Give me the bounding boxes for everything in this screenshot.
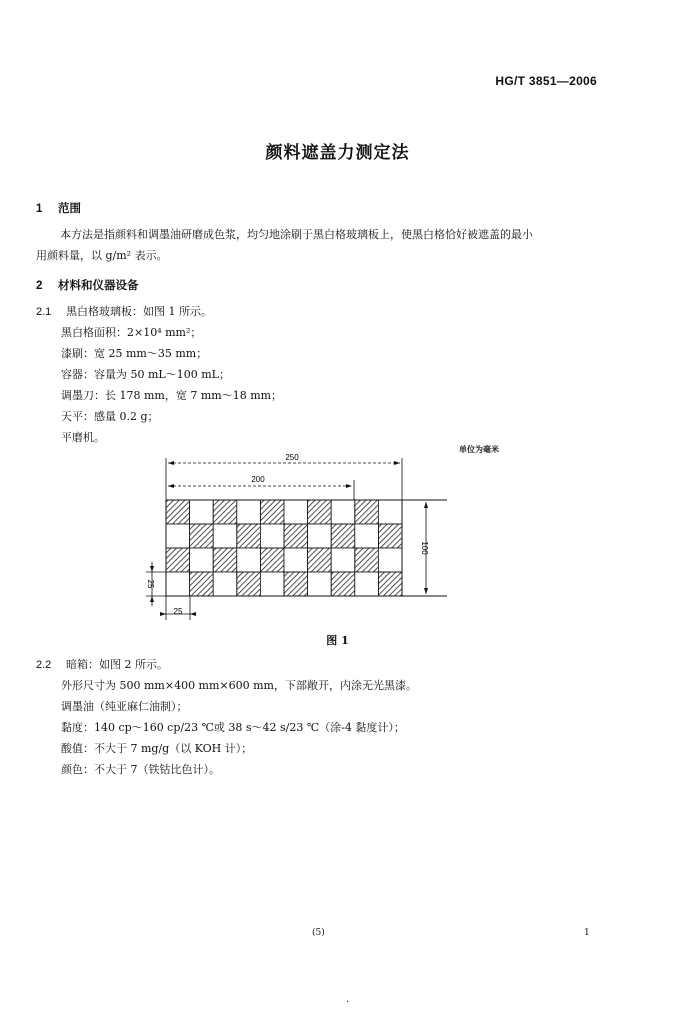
dimension-arrow (190, 612, 196, 616)
black-cell (190, 524, 214, 548)
white-cell (355, 524, 379, 548)
clause-2-2-item: 外形尺寸为 500 mm×400 mm×600 mm，下部敞开，内涂无光黑漆。 (61, 679, 417, 692)
clause-2-2-number: 2.2 (36, 659, 52, 671)
clause-2-2 (36, 656, 168, 672)
dim-label-100: 100 (420, 541, 429, 555)
black-cell (213, 500, 237, 524)
footer-page-number: 1 (584, 928, 590, 938)
black-cell (308, 500, 332, 524)
clause-2-1-item: 容器：容量为 50 mL～100 mL； (61, 368, 230, 381)
footer-dot: . (346, 994, 350, 1005)
document-title: 颜料遮盖力测定法 (265, 143, 410, 163)
section-2-title: 材料和仪器设备 (58, 278, 139, 292)
black-cell (355, 500, 379, 524)
clause-2-2-item: 黏度：140 cp～160 cp/23 ℃或 38 s～42 s/23 ℃（涂-4 黏度计）； (61, 721, 405, 734)
dim-label-200: 200 (251, 475, 265, 484)
white-cell (260, 572, 284, 596)
white-cell (378, 548, 402, 572)
white-cell (308, 524, 332, 548)
white-cell (378, 500, 402, 524)
dimension-arrow (394, 461, 400, 465)
white-cell (237, 500, 261, 524)
clause-2-2-text: 暗箱：如图 2 所示。 (66, 658, 168, 671)
checkerboard-grid (166, 500, 402, 596)
black-cell (331, 572, 355, 596)
section-1-line-1: 本方法是指颜料和调墨油研磨成色浆，均匀地涂刷于黑白格玻璃板上，使黑白格恰好被遮盖的最小 (60, 228, 533, 241)
white-cell (331, 500, 355, 524)
black-cell (190, 572, 214, 596)
white-cell (166, 572, 190, 596)
white-cell (190, 548, 214, 572)
black-cell (284, 524, 308, 548)
clause-2-1-item: 调墨刀：长 178 mm，宽 7 mm～18 mm； (61, 389, 283, 402)
dimension-arrow (160, 612, 166, 616)
white-cell (284, 500, 308, 524)
white-cell (331, 548, 355, 572)
white-cell (213, 572, 237, 596)
white-cell (355, 572, 379, 596)
dimension-arrow (150, 596, 154, 602)
white-cell (260, 524, 284, 548)
unit-note: 单位为毫米 (459, 444, 499, 454)
black-cell (378, 524, 402, 548)
section-1-line-2: 用颜料量，以 g/m² 表示。 (36, 249, 168, 262)
standard-code: HG/T 3851—2006 (495, 74, 597, 88)
white-cell (284, 548, 308, 572)
clause-2-2-item: 颜色：不大于 7（铁钴比色计）。 (61, 763, 220, 776)
black-cell (284, 572, 308, 596)
section-1-number: 1 (36, 203, 43, 215)
dimension-arrow (424, 502, 428, 508)
black-cell (355, 548, 379, 572)
dimension-arrow (424, 588, 428, 594)
dimension-arrow (346, 484, 352, 488)
clause-2-1-text: 黑白格玻璃板：如图 1 所示。 (66, 305, 212, 318)
dim-label-cell-25: 25 (173, 607, 183, 616)
dimension-arrow (168, 461, 174, 465)
clause-2-2-item: 酸值：不大于 7 mg/g（以 KOH 计）； (61, 742, 253, 755)
white-cell (190, 500, 214, 524)
clause-2-1-number: 2.1 (36, 306, 52, 318)
black-cell (331, 524, 355, 548)
white-cell (308, 572, 332, 596)
figure-1-caption: 图 1 (326, 634, 349, 647)
clause-2-1-item: 黑白格面积：2×10⁴ mm²； (61, 326, 202, 339)
footer-page-mark: (5) (312, 928, 325, 938)
clause-2-1-item: 平磨机。 (61, 431, 105, 444)
black-cell (237, 572, 261, 596)
black-cell (237, 524, 261, 548)
dim-label-250: 250 (285, 453, 299, 462)
dimension-arrow (150, 566, 154, 572)
section-1-title: 范围 (58, 201, 81, 215)
black-cell (213, 548, 237, 572)
black-cell (260, 500, 284, 524)
black-cell (166, 500, 190, 524)
black-cell (378, 572, 402, 596)
clause-2-1-item: 漆刷：宽 25 mm～35 mm； (61, 347, 208, 360)
white-cell (213, 524, 237, 548)
black-cell (166, 548, 190, 572)
black-cell (260, 548, 284, 572)
section-2-number: 2 (36, 280, 43, 292)
white-cell (237, 548, 261, 572)
clause-2-2-item: 调墨油（纯亚麻仁油制）； (61, 700, 188, 713)
dimension-arrow (168, 484, 174, 488)
black-cell (308, 548, 332, 572)
dim-label-row-25: 25 (146, 579, 155, 589)
white-cell (166, 524, 190, 548)
clause-2-1-item: 天平：感量 0.2 g； (61, 410, 159, 423)
